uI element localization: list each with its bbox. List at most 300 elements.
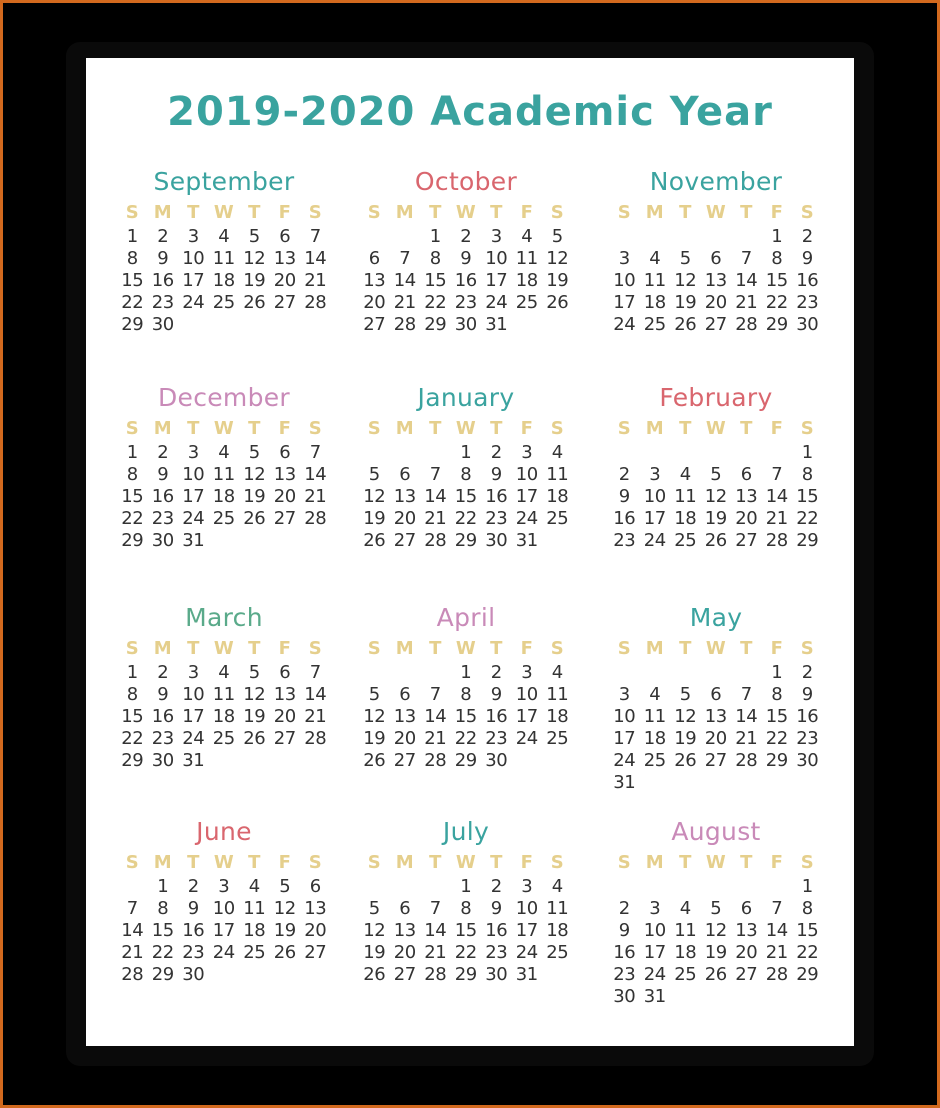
day-cell: 2 (187, 876, 199, 897)
month-grid (359, 416, 576, 552)
day-cell: 11 (674, 920, 697, 941)
day-cell: 11 (212, 248, 235, 269)
day-cell: 3 (521, 442, 533, 463)
month-may (606, 602, 826, 794)
day-cell: 3 (187, 226, 199, 247)
month-grid (359, 636, 576, 772)
day-cell: 25 (515, 292, 538, 313)
month-name: March (185, 603, 263, 632)
day-cell: 4 (218, 226, 230, 247)
day-cell: 25 (546, 728, 569, 749)
empty-day-cell (701, 876, 732, 898)
weekday-label: S (308, 202, 322, 223)
day-cell: 5 (368, 464, 380, 485)
empty-day-cell (701, 662, 732, 684)
day-cell: 22 (454, 728, 477, 749)
day-cell: 22 (454, 942, 477, 963)
empty-day-cell (640, 876, 671, 898)
day-cell: 7 (740, 248, 752, 269)
day-cell: 7 (309, 662, 321, 683)
day-cell: 10 (515, 898, 538, 919)
weekday-label: T (679, 638, 692, 659)
day-cell: 27 (704, 314, 727, 335)
day-cell: 21 (304, 270, 327, 291)
day-cell: 11 (243, 898, 266, 919)
day-cell: 19 (674, 728, 697, 749)
month-name: January (417, 383, 515, 412)
day-cell: 6 (399, 898, 411, 919)
day-cell: 9 (490, 684, 502, 705)
day-cell: 15 (121, 270, 144, 291)
weekday-label: W (213, 852, 234, 873)
day-cell: 20 (393, 508, 416, 529)
day-cell: 30 (151, 750, 174, 771)
day-cell: 23 (454, 292, 477, 313)
day-cell: 11 (546, 464, 569, 485)
weekday-label: F (520, 202, 533, 223)
weekday-label: M (153, 852, 172, 873)
day-cell: 3 (618, 248, 630, 269)
day-cell: 12 (363, 920, 386, 941)
weekday-label: S (800, 418, 814, 439)
day-cell: 27 (304, 942, 327, 963)
weekday-label: S (550, 852, 564, 873)
day-cell: 12 (704, 920, 727, 941)
day-cell: 2 (618, 898, 630, 919)
day-cell: 4 (248, 876, 260, 897)
day-cell: 30 (151, 314, 174, 335)
day-cell: 1 (801, 442, 813, 463)
day-cell: 4 (679, 898, 691, 919)
weekday-label: T (429, 638, 442, 659)
day-cell: 26 (704, 964, 727, 985)
weekday-label: T (490, 202, 503, 223)
day-cell: 7 (429, 898, 441, 919)
day-cell: 15 (796, 920, 819, 941)
day-cell: 26 (363, 530, 386, 551)
day-cell: 10 (212, 898, 235, 919)
day-cell: 4 (649, 248, 661, 269)
day-cell: 30 (485, 530, 508, 551)
day-cell: 6 (710, 248, 722, 269)
day-cell: 15 (424, 270, 447, 291)
day-cell: 21 (765, 942, 788, 963)
day-cell: 28 (735, 314, 758, 335)
day-cell: 2 (490, 662, 502, 683)
day-cell: 18 (546, 920, 569, 941)
day-cell: 8 (126, 248, 138, 269)
day-cell: 17 (485, 270, 508, 291)
day-cell: 18 (674, 942, 697, 963)
weekday-label: W (213, 638, 234, 659)
month-name: August (671, 817, 761, 846)
day-cell: 4 (679, 464, 691, 485)
weekday-label: T (740, 638, 753, 659)
month-grid (117, 636, 334, 772)
day-cell: 4 (551, 442, 563, 463)
day-cell: 22 (454, 508, 477, 529)
day-cell: 28 (735, 750, 758, 771)
day-cell: 29 (454, 530, 477, 551)
weekday-label: S (308, 418, 322, 439)
weekday-label: S (550, 202, 564, 223)
day-cell: 5 (368, 684, 380, 705)
month-august (606, 816, 826, 1008)
weekday-label: W (705, 638, 726, 659)
weekday-label: T (248, 202, 261, 223)
month-name: April (436, 603, 496, 632)
empty-day-cell (670, 662, 701, 684)
month-name: November (649, 167, 783, 196)
page-title: 2019-2020 Academic Year (167, 89, 773, 135)
calendar-page (86, 58, 854, 1046)
day-cell: 23 (485, 942, 508, 963)
day-cell: 1 (126, 442, 138, 463)
month-july (356, 816, 576, 986)
day-cell: 23 (613, 964, 636, 985)
weekday-label: T (429, 852, 442, 873)
month-grid (117, 416, 334, 552)
day-cell: 24 (613, 314, 636, 335)
day-cell: 2 (157, 662, 169, 683)
weekday-label: M (645, 418, 664, 439)
day-cell: 15 (765, 270, 788, 291)
day-cell: 19 (363, 508, 386, 529)
day-cell: 27 (735, 964, 758, 985)
weekday-label: T (490, 418, 503, 439)
weekday-label: M (645, 202, 664, 223)
day-cell: 14 (424, 486, 447, 507)
day-cell: 24 (485, 292, 508, 313)
month-name: December (157, 383, 291, 412)
day-cell: 18 (643, 728, 666, 749)
day-cell: 28 (304, 508, 327, 529)
day-cell: 29 (796, 530, 819, 551)
weekday-label: M (395, 852, 414, 873)
day-cell: 19 (704, 508, 727, 529)
day-cell: 6 (279, 442, 291, 463)
weekday-label: M (645, 638, 664, 659)
day-cell: 16 (796, 270, 819, 291)
day-cell: 7 (771, 464, 783, 485)
weekday-label: T (740, 202, 753, 223)
weekday-label: S (617, 418, 631, 439)
weekday-label: S (308, 852, 322, 873)
day-cell: 24 (515, 728, 538, 749)
month-grid (359, 850, 576, 986)
day-cell: 21 (424, 942, 447, 963)
weekday-label: T (187, 418, 200, 439)
day-cell: 18 (674, 508, 697, 529)
day-cell: 22 (765, 292, 788, 313)
weekday-label: T (679, 202, 692, 223)
empty-day-cell (731, 662, 762, 684)
day-cell: 10 (182, 684, 205, 705)
month-name: July (442, 817, 490, 846)
day-cell: 1 (771, 226, 783, 247)
weekday-label: S (550, 418, 564, 439)
day-cell: 8 (126, 464, 138, 485)
empty-day-cell (670, 876, 701, 898)
day-cell: 15 (121, 486, 144, 507)
month-grid (609, 636, 826, 794)
empty-day-cell (390, 662, 421, 684)
empty-day-cell (701, 442, 732, 464)
day-cell: 30 (613, 986, 636, 1007)
day-cell: 15 (454, 486, 477, 507)
weekday-label: S (617, 202, 631, 223)
day-cell: 19 (243, 486, 266, 507)
month-name: February (659, 383, 773, 412)
month-name: October (414, 167, 518, 196)
day-cell: 29 (151, 964, 174, 985)
day-cell: 23 (796, 728, 819, 749)
day-cell: 7 (309, 226, 321, 247)
day-cell: 18 (212, 486, 235, 507)
day-cell: 10 (613, 270, 636, 291)
day-cell: 9 (801, 684, 813, 705)
weekday-label: T (187, 852, 200, 873)
day-cell: 10 (515, 464, 538, 485)
day-cell: 18 (212, 706, 235, 727)
day-cell: 24 (182, 728, 205, 749)
day-cell: 25 (243, 942, 266, 963)
weekday-label: F (278, 418, 291, 439)
day-cell: 17 (643, 942, 666, 963)
weekday-label: S (367, 852, 381, 873)
day-cell: 26 (674, 750, 697, 771)
day-cell: 1 (460, 662, 472, 683)
day-cell: 25 (674, 530, 697, 551)
day-cell: 18 (212, 270, 235, 291)
day-cell: 31 (515, 530, 538, 551)
weekday-label: S (800, 638, 814, 659)
day-cell: 26 (363, 964, 386, 985)
weekday-label: W (705, 418, 726, 439)
empty-day-cell (359, 662, 390, 684)
day-cell: 9 (618, 486, 630, 507)
day-cell: 21 (304, 706, 327, 727)
day-cell: 15 (454, 706, 477, 727)
month-september (114, 166, 334, 336)
day-cell: 5 (679, 684, 691, 705)
month-grid (359, 200, 576, 336)
day-cell: 9 (801, 248, 813, 269)
day-cell: 27 (735, 530, 758, 551)
day-cell: 26 (674, 314, 697, 335)
empty-day-cell (762, 876, 793, 898)
day-cell: 1 (801, 876, 813, 897)
day-cell: 11 (643, 270, 666, 291)
weekday-label: S (617, 852, 631, 873)
day-cell: 10 (182, 248, 205, 269)
weekday-label: S (367, 202, 381, 223)
day-cell: 1 (157, 876, 169, 897)
day-cell: 14 (735, 706, 758, 727)
day-cell: 23 (485, 508, 508, 529)
day-cell: 18 (515, 270, 538, 291)
day-cell: 10 (182, 464, 205, 485)
day-cell: 30 (796, 750, 819, 771)
weekday-label: S (125, 852, 139, 873)
day-cell: 3 (187, 442, 199, 463)
weekday-label: T (740, 418, 753, 439)
weekday-label: S (367, 418, 381, 439)
day-cell: 12 (243, 684, 266, 705)
day-cell: 12 (546, 248, 569, 269)
day-cell: 25 (212, 292, 235, 313)
day-cell: 12 (363, 486, 386, 507)
day-cell: 19 (363, 728, 386, 749)
weekday-label: S (800, 852, 814, 873)
weekday-label: W (455, 852, 476, 873)
day-cell: 24 (212, 942, 235, 963)
day-cell: 5 (248, 226, 260, 247)
day-cell: 5 (679, 248, 691, 269)
empty-day-cell (390, 226, 421, 248)
day-cell: 4 (521, 226, 533, 247)
day-cell: 3 (521, 662, 533, 683)
day-cell: 16 (151, 486, 174, 507)
day-cell: 8 (801, 464, 813, 485)
day-cell: 25 (212, 508, 235, 529)
day-cell: 29 (765, 314, 788, 335)
day-cell: 16 (151, 706, 174, 727)
day-cell: 8 (157, 898, 169, 919)
day-cell: 5 (248, 442, 260, 463)
day-cell: 8 (460, 464, 472, 485)
day-cell: 16 (454, 270, 477, 291)
day-cell: 7 (399, 248, 411, 269)
empty-day-cell (609, 662, 640, 684)
day-cell: 13 (273, 464, 296, 485)
day-cell: 26 (243, 728, 266, 749)
weekday-label: M (395, 418, 414, 439)
day-cell: 30 (151, 530, 174, 551)
day-cell: 7 (429, 684, 441, 705)
weekday-label: T (679, 852, 692, 873)
empty-day-cell (359, 226, 390, 248)
day-cell: 25 (212, 728, 235, 749)
day-cell: 2 (157, 226, 169, 247)
weekday-label: S (308, 638, 322, 659)
month-grid (609, 200, 826, 336)
day-cell: 20 (704, 728, 727, 749)
day-cell: 8 (771, 248, 783, 269)
weekday-label: T (429, 202, 442, 223)
day-cell: 10 (515, 684, 538, 705)
day-cell: 12 (363, 706, 386, 727)
day-cell: 2 (490, 442, 502, 463)
day-cell: 18 (243, 920, 266, 941)
day-cell: 20 (273, 706, 296, 727)
day-cell: 11 (212, 464, 235, 485)
day-cell: 29 (121, 750, 144, 771)
day-cell: 13 (704, 270, 727, 291)
day-cell: 14 (304, 684, 327, 705)
day-cell: 8 (126, 684, 138, 705)
weekday-label: T (248, 418, 261, 439)
day-cell: 24 (613, 750, 636, 771)
day-cell: 16 (485, 706, 508, 727)
weekday-label: F (770, 852, 783, 873)
day-cell: 27 (393, 964, 416, 985)
weekday-label: W (213, 418, 234, 439)
empty-day-cell (420, 876, 451, 898)
day-cell: 9 (157, 464, 169, 485)
day-cell: 8 (429, 248, 441, 269)
day-cell: 10 (613, 706, 636, 727)
day-cell: 19 (273, 920, 296, 941)
day-cell: 23 (151, 508, 174, 529)
day-cell: 20 (704, 292, 727, 313)
day-cell: 5 (710, 464, 722, 485)
day-cell: 31 (515, 964, 538, 985)
day-cell: 29 (796, 964, 819, 985)
day-cell: 7 (771, 898, 783, 919)
day-cell: 17 (212, 920, 235, 941)
day-cell: 6 (740, 464, 752, 485)
day-cell: 3 (649, 464, 661, 485)
day-cell: 12 (704, 486, 727, 507)
day-cell: 9 (490, 898, 502, 919)
day-cell: 3 (490, 226, 502, 247)
weekday-label: T (740, 852, 753, 873)
day-cell: 13 (393, 920, 416, 941)
day-cell: 24 (643, 530, 666, 551)
day-cell: 23 (151, 728, 174, 749)
month-june (114, 816, 334, 986)
day-cell: 3 (187, 662, 199, 683)
day-cell: 28 (424, 530, 447, 551)
day-cell: 6 (309, 876, 321, 897)
month-april (356, 602, 576, 772)
day-cell: 26 (273, 942, 296, 963)
day-cell: 12 (674, 270, 697, 291)
day-cell: 15 (121, 706, 144, 727)
day-cell: 2 (490, 876, 502, 897)
day-cell: 9 (157, 248, 169, 269)
month-december (114, 382, 334, 552)
day-cell: 17 (182, 270, 205, 291)
weekday-label: S (617, 638, 631, 659)
weekday-label: W (455, 418, 476, 439)
day-cell: 6 (710, 684, 722, 705)
day-cell: 10 (643, 920, 666, 941)
day-cell: 31 (643, 986, 666, 1007)
day-cell: 11 (212, 684, 235, 705)
day-cell: 13 (704, 706, 727, 727)
day-cell: 14 (735, 270, 758, 291)
weekday-label: F (278, 638, 291, 659)
day-cell: 12 (273, 898, 296, 919)
day-cell: 30 (796, 314, 819, 335)
weekday-label: S (367, 638, 381, 659)
day-cell: 29 (121, 314, 144, 335)
day-cell: 2 (157, 442, 169, 463)
weekday-label: T (187, 638, 200, 659)
day-cell: 19 (243, 270, 266, 291)
day-cell: 24 (515, 942, 538, 963)
weekday-label: W (705, 852, 726, 873)
day-cell: 22 (796, 942, 819, 963)
empty-day-cell (609, 876, 640, 898)
day-cell: 2 (618, 464, 630, 485)
empty-day-cell (420, 442, 451, 464)
day-cell: 15 (796, 486, 819, 507)
day-cell: 13 (304, 898, 327, 919)
weekday-label: S (800, 202, 814, 223)
